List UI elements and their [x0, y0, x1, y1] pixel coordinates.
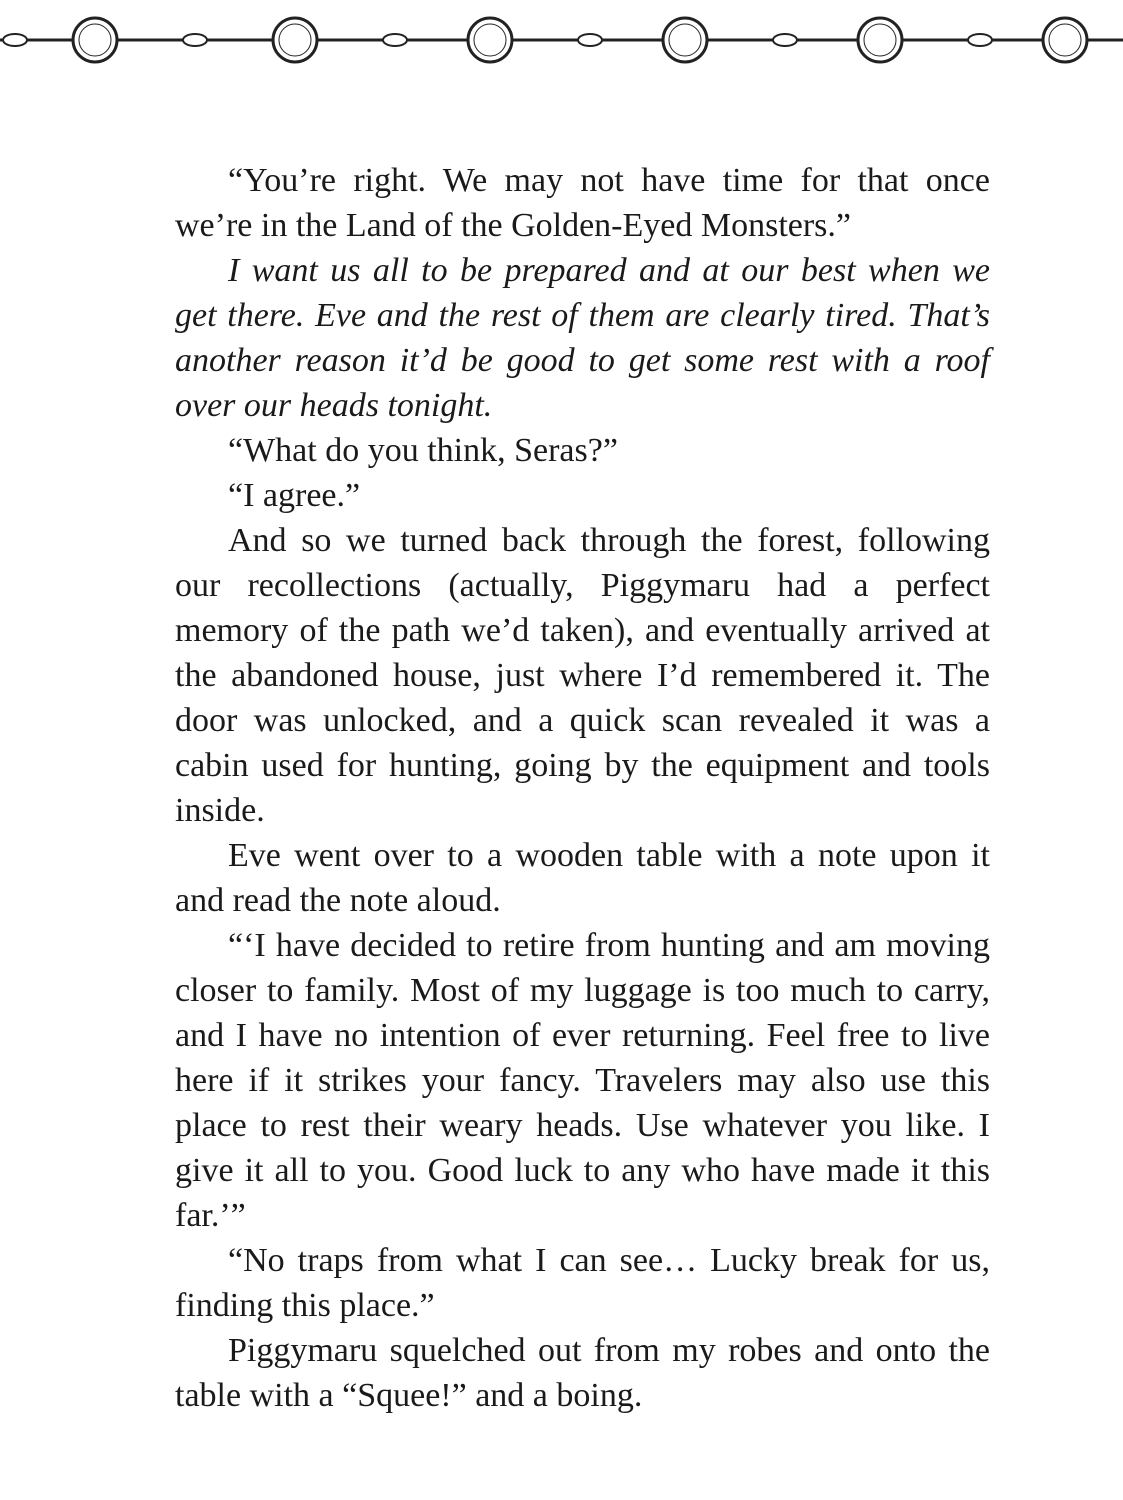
paragraph: Eve went over to a wooden table with a note upon it and read the note aloud.	[175, 837, 990, 919]
paragraph: And so we turned back through the forest, following our recollections (actually, Piggymaru had a perfect memory of the path we’d taken), and eventually arrived at the abandoned house, just where I’d remembered it. The door was unlocked, and a quick scan revealed it was a cabin used for hunting, going by the equipment and tools inside.	[175, 522, 990, 829]
paragraph: Piggymaru squelched out from my robes and onto the table with a “Squee!” and a boing.	[175, 1332, 990, 1414]
chain-border-decoration	[0, 0, 1123, 80]
paragraph: “You’re right. We may not have time for that once we’re in the Land of the Golden-Eyed Monsters.”	[175, 162, 990, 244]
paragraph: “I agree.”	[228, 477, 361, 514]
paragraph: “No traps from what I can see… Lucky break for us, finding this place.”	[175, 1242, 990, 1324]
paragraph: “‘I have decided to retire from hunting and am moving closer to family. Most of my luggage is too much to carry, and I have no intention of ever returning. Feel free to live here if it strikes your fancy. Travelers may also use this place to rest their weary heads. Use whatever you like. I give it all to you. Good luck to any who have made it this far.’”	[175, 927, 990, 1234]
paragraph: “What do you think, Seras?”	[228, 432, 618, 469]
paragraph-thought: I want us all to be prepared and at our best when we get there. Eve and the rest of them are clearly tired. That’s another reason it’d be good to get some rest with a roof over our heads tonight.	[175, 252, 990, 424]
page-text	[175, 158, 990, 1418]
